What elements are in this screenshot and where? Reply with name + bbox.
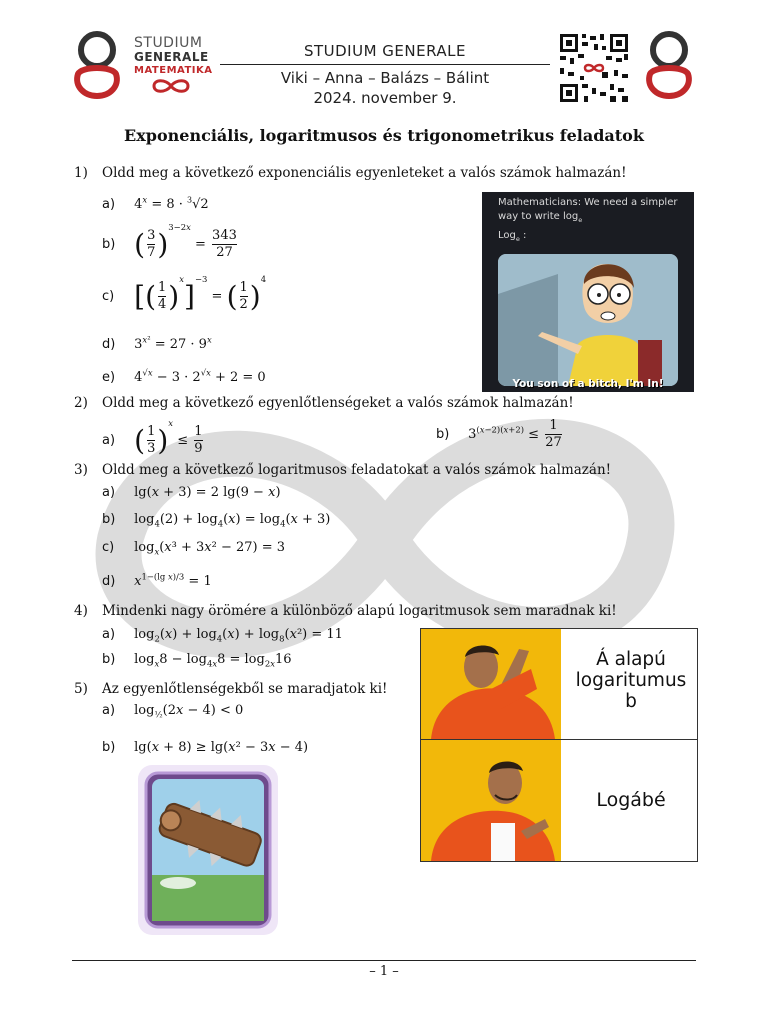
- task-1c: [102, 274, 266, 313]
- cartoon-character-illustration: [498, 254, 678, 386]
- caption-line: Mathematicians: We need a simpler: [498, 197, 678, 208]
- meme-caption: [498, 196, 688, 246]
- section-text: Oldd meg a következő exponenciális egyenleteket a valós számok halmazán!: [102, 165, 627, 181]
- person-approving-illustration: [421, 739, 561, 861]
- section-3-heading: [74, 462, 611, 478]
- item-label: d): [102, 574, 116, 590]
- inequality: lg(x + 8) ≥ lg(x² − 3x − 4): [134, 740, 309, 755]
- section-text: Az egyenlőtlenségekből se maradjatok ki!: [102, 681, 388, 697]
- section-number: 2): [74, 395, 88, 411]
- task-5b: [102, 740, 308, 755]
- inequality: $3^{(x-2)(x+2)}$ ≤ $\frac{1}{27}$: [468, 418, 562, 450]
- item-label: e): [102, 370, 116, 386]
- equation: [( $\frac{1}{4}$ )$^x$]$^{-3}$ = ( $\frac{1}{2}$ )$^4$: [134, 274, 267, 313]
- section-number: 3): [74, 462, 88, 478]
- item-label: a): [102, 197, 116, 213]
- meme-image-drake: [420, 628, 698, 862]
- section-text: Oldd meg a következő egyenlőtlenségeket a valós számok halmazán!: [102, 395, 574, 411]
- task-3b: [102, 512, 330, 529]
- page-number: – 1 –: [369, 964, 399, 979]
- caption-subscript: e: [515, 235, 520, 243]
- equation: $\log_4(2) + \log_4(x) = \log_4(x + 3)$: [134, 512, 331, 529]
- equation: $x^{1-(lg x)/3} = 1$: [134, 572, 212, 590]
- person-rejecting-illustration: [421, 629, 561, 739]
- task-3a: [102, 485, 281, 500]
- header-rule: [220, 64, 550, 65]
- meme-subtitle: You son of a bitch, I'm In!: [512, 378, 664, 390]
- meme-panel-reject: [421, 629, 561, 739]
- item-label: b): [102, 652, 116, 667]
- equation: lg(x + 3) = 2 lg(9 − x): [134, 485, 281, 500]
- meme-panel-approve: [421, 739, 561, 861]
- task-3d: [102, 572, 212, 589]
- caption-line: Log: [498, 230, 516, 241]
- brand-line-generale: GENERALE: [134, 50, 209, 64]
- task-5a: [102, 703, 243, 720]
- document-title: Exponenciális, logaritmusos és trigonometrikus feladatok: [124, 126, 644, 145]
- equation: $4^{√x} - 3 \cdot 2^{√x} + 2 = 0$: [134, 368, 266, 386]
- item-label: c): [102, 289, 115, 304]
- section-5-heading: [74, 681, 387, 697]
- item-label: b): [102, 740, 116, 755]
- caption-line: way to write log: [498, 211, 579, 222]
- header-title: STUDIUM GENERALE: [303, 42, 467, 60]
- inequality: ( $\frac{1}{3}$ )$^x$ ≤ $\frac{1}{9}$: [134, 418, 203, 457]
- qr-code-icon: [558, 32, 630, 104]
- item-label: a): [102, 627, 116, 642]
- caption-subscript: e: [578, 216, 583, 224]
- task-4a: [102, 627, 343, 644]
- infinity-icon: [150, 78, 192, 94]
- task-3c: [102, 540, 285, 557]
- meme-text-bottom: Logábé: [596, 789, 666, 811]
- header-authors: Viki – Anna – Balázs – Bálint: [280, 69, 490, 87]
- panel-divider: [421, 739, 697, 740]
- item-label: d): [102, 337, 116, 353]
- section-2-heading: [74, 395, 574, 411]
- brand-logo-right: [644, 30, 694, 100]
- item-label: b): [102, 237, 116, 252]
- game-card-image: [138, 765, 278, 935]
- task-1a: [102, 195, 209, 212]
- task-1e: [102, 368, 266, 385]
- meme-text-top: Á alapú logaritumus b: [575, 649, 687, 712]
- section-1-heading: [74, 165, 627, 181]
- item-label: a): [102, 703, 116, 718]
- task-2b: [436, 418, 564, 451]
- section-number: 5): [74, 681, 88, 697]
- task-2a: [102, 418, 205, 457]
- section-number: 1): [74, 165, 88, 181]
- footer-rule: [72, 960, 696, 961]
- meme-image-logarithm: [482, 192, 694, 392]
- header-date: 2024. november 9.: [313, 89, 457, 107]
- header-block: [220, 42, 550, 107]
- brand-logo-left: [72, 30, 122, 100]
- equation: ( $\frac{3}{7}$ )$^{3-2x}$ = $\frac{343}{27}$: [134, 222, 237, 261]
- item-label: b): [436, 427, 450, 442]
- item-label: a): [102, 485, 116, 500]
- task-1d: [102, 335, 212, 352]
- item-label: c): [102, 540, 115, 555]
- caption-tail: :: [519, 230, 527, 241]
- section-text: Mindenki nagy örömére a különböző alapú logaritmusok sem maradnak ki!: [102, 603, 617, 619]
- equation: $\log_2(x) + \log_4(x) + \log_8(x^2) = 11$: [134, 627, 343, 644]
- task-1b: [102, 222, 239, 261]
- section-number: 4): [74, 603, 88, 619]
- equation: $\log_x(x^3 + 3x^2 - 27) = 3$: [134, 540, 286, 557]
- section-4-heading: [74, 603, 617, 619]
- item-label: b): [102, 512, 116, 527]
- task-4b: [102, 652, 292, 669]
- equation: $\log_x8 - \log_{4x}8 = \log_{2x}16$: [134, 652, 292, 669]
- brand-wordmark: [134, 36, 224, 78]
- equation: $4^x = 8 \cdot ^3√2$: [134, 195, 209, 213]
- section-text: Oldd meg a következő logaritmusos feladatokat a valós számok halmazán!: [102, 462, 612, 478]
- item-label: a): [102, 433, 116, 448]
- inequality: $\log_{\frac{1}{2}}(2x - 4) < 0$: [134, 703, 244, 720]
- brand-line-studium: STUDIUM: [134, 35, 203, 51]
- cartoon-scene: [498, 254, 678, 386]
- equation: $3^{x^2} = 27 \cdot 9^x$: [134, 335, 212, 353]
- brand-line-matematika: MATEMATIKA: [134, 65, 213, 76]
